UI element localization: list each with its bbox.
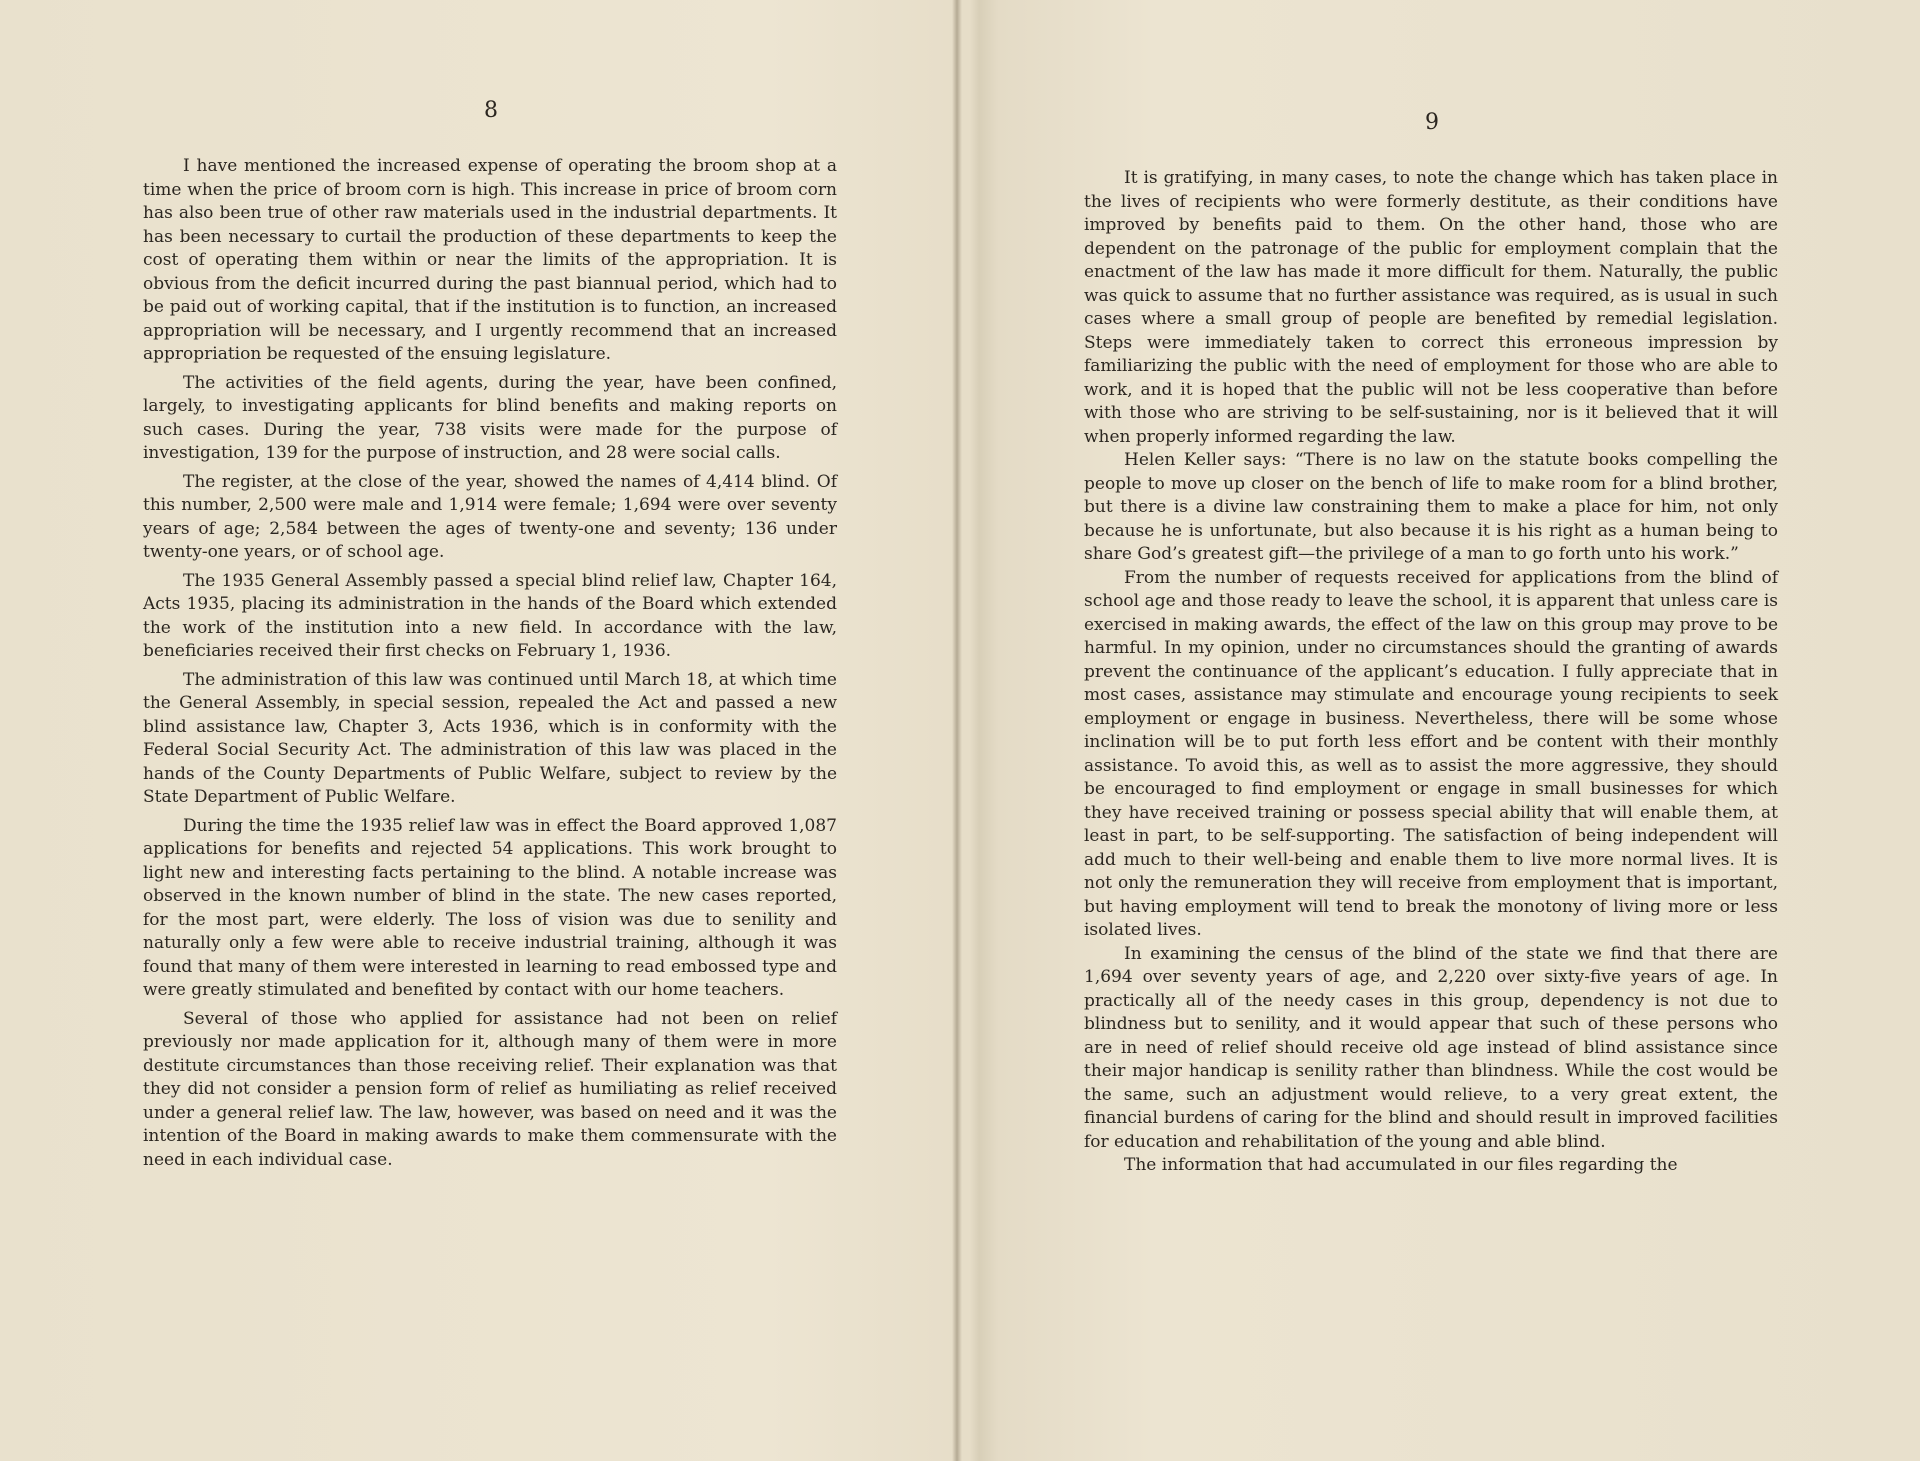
page-number-right: 9 [1425, 110, 1439, 135]
paragraph: It is gratifying, in many cases, to note the change which has taken place in the lives of recipients who were formerly destitute, as their conditions have improved by benefits paid to them. On the other hand, those who are dependent on the patronage of the public for employment complain that the enactment of the law has made it more difficult for them. Naturally, the public was quick to assume that no further assistance was required, as is usual in such cases where a small group of people are benefited by remedial legislation. Steps were immediately taken to correct this erroneous impression by familiarizing the public with the need of employment for those who are able to work, and it is hoped that the public will not be less cooperative than before with those who are striving to be self-sustaining, nor is it believed that it will when properly informed regarding the law. [1084, 168, 1778, 447]
book-spine [952, 0, 962, 1461]
paragraph: During the time the 1935 relief law was in effect the Board approved 1,087 applications for benefits and rejected 54 applications. This work brought to light new and interesting facts pertaining to the blind. A notable increase was observed in the known number of blind in the state. The new cases reported, for the most part, were elderly. The loss of vision was due to senility and naturally only a few were able to receive industrial training, although it was found that many of them were interested in learning to read embossed type and were greatly stimulated and benefited by contact with our home teachers. [143, 815, 837, 1000]
left-page [0, 0, 952, 1461]
right-page [962, 0, 1920, 1461]
paragraph: The information that had accumulated in our files regarding the [1124, 1155, 1678, 1175]
right-page-text [1084, 167, 1778, 1178]
page-number-left: 8 [484, 98, 498, 123]
paragraph: Helen Keller says: “There is no law on the statute books compelling the people to move up closer on the bench of life to make room for a blind brother, but there is a divine law constraining them to make a place for him, not only because he is unfortunate, but also because it is his right as a human being to share God’s greatest gift—the privilege of a man to go forth unto his work.” [1084, 450, 1778, 564]
paragraph: From the number of requests received for applications from the blind of school age and those ready to leave the school, it is apparent that unless care is exercised in making awards, the effect of the law on this group may prove to be harmful. In my opinion, under no circumstances should the granting of awards prevent the continuance of the applicant’s education. I fully appreciate that in most cases, assistance may stimulate and encourage young recipients to seek employment or engage in business. Nevertheless, there will be some whose inclination will be to put forth less effort and be content with their monthly assistance. To avoid this, as well as to assist the more aggressive, they should be encouraged to find employment or engage in small businesses for which they have received training or possess special ability that will enable them, at least in part, to be self-supporting. The satisfaction of being independent will add much to their well-being and enable them to live more normal lives. It is not only the remuneration they will receive from employment that is important, but having employment will tend to break the monotony of living more or less isolated lives. [1084, 567, 1778, 940]
paragraph: The 1935 General Assembly passed a special blind relief law, Chapter 164, Acts 1935, placing its administration in the hands of the Board which extended the work of the institution into a new field. In accordance with the law, beneficiaries received their first checks on February 1, 1936. [143, 570, 837, 661]
paragraph: The register, at the close of the year, showed the names of 4,414 blind. Of this number, 2,500 were male and 1,914 were female; 1,694 were over seventy years of age; 2,584 between the ages of twenty-one and seventy; 136 under twenty-one years, or of school age. [143, 471, 837, 562]
left-page-text [143, 155, 837, 1172]
paragraph: The administration of this law was continued until March 18, at which time the General Assembly, in special session, repealed the Act and passed a new blind assistance law, Chapter 3, Acts 1936, which is in conformity with the Federal Social Security Act. The administration of this law was placed in the hands of the County Departments of Public Welfare, subject to review by the State Department of Public Welfare. [143, 669, 837, 807]
paragraph: In examining the census of the blind of the state we find that there are 1,694 over seventy years of age, and 2,220 over sixty-five years of age. In practically all of the needy cases in this group, dependency is not due to blindness but to senility, and it would appear that such of these persons who are in need of relief should receive old age instead of blind assistance since their major handicap is senility rather than blindness. While the cost would be the same, such an adjustment would relieve, to a very great extent, the financial burdens of caring for the blind and should result in improved facilities for education and rehabilitation of the young and able blind. [1084, 943, 1778, 1152]
paragraph: Several of those who applied for assistance had not been on relief previously nor made application for it, although many of them were in more destitute circumstances than those receiving relief. Their explanation was that they did not consider a pension form of relief as humiliating as relief received under a general relief law. The law, however, was based on need and it was the intention of the Board in making awards to make them commensurate with the need in each individual case. [143, 1008, 837, 1170]
paragraph: I have mentioned the increased expense of operating the broom shop at a time when the price of broom corn is high. This increase in price of broom corn has also been true of other raw materials used in the industrial departments. It has been necessary to curtail the production of these departments to keep the cost of operating them within or near the limits of the appropriation. It is obvious from the deficit incurred during the past biannual period, which had to be paid out of working capital, that if the institution is to function, an increased appropriation will be necessary, and I urgently recommend that an increased appropriation be requested of the ensuing legislature. [143, 156, 837, 364]
paragraph: The activities of the field agents, during the year, have been confined, largely, to investigating applicants for blind benefits and making reports on such cases. During the year, 738 visits were made for the purpose of investigation, 139 for the purpose of instruction, and 28 were social calls. [143, 372, 837, 463]
